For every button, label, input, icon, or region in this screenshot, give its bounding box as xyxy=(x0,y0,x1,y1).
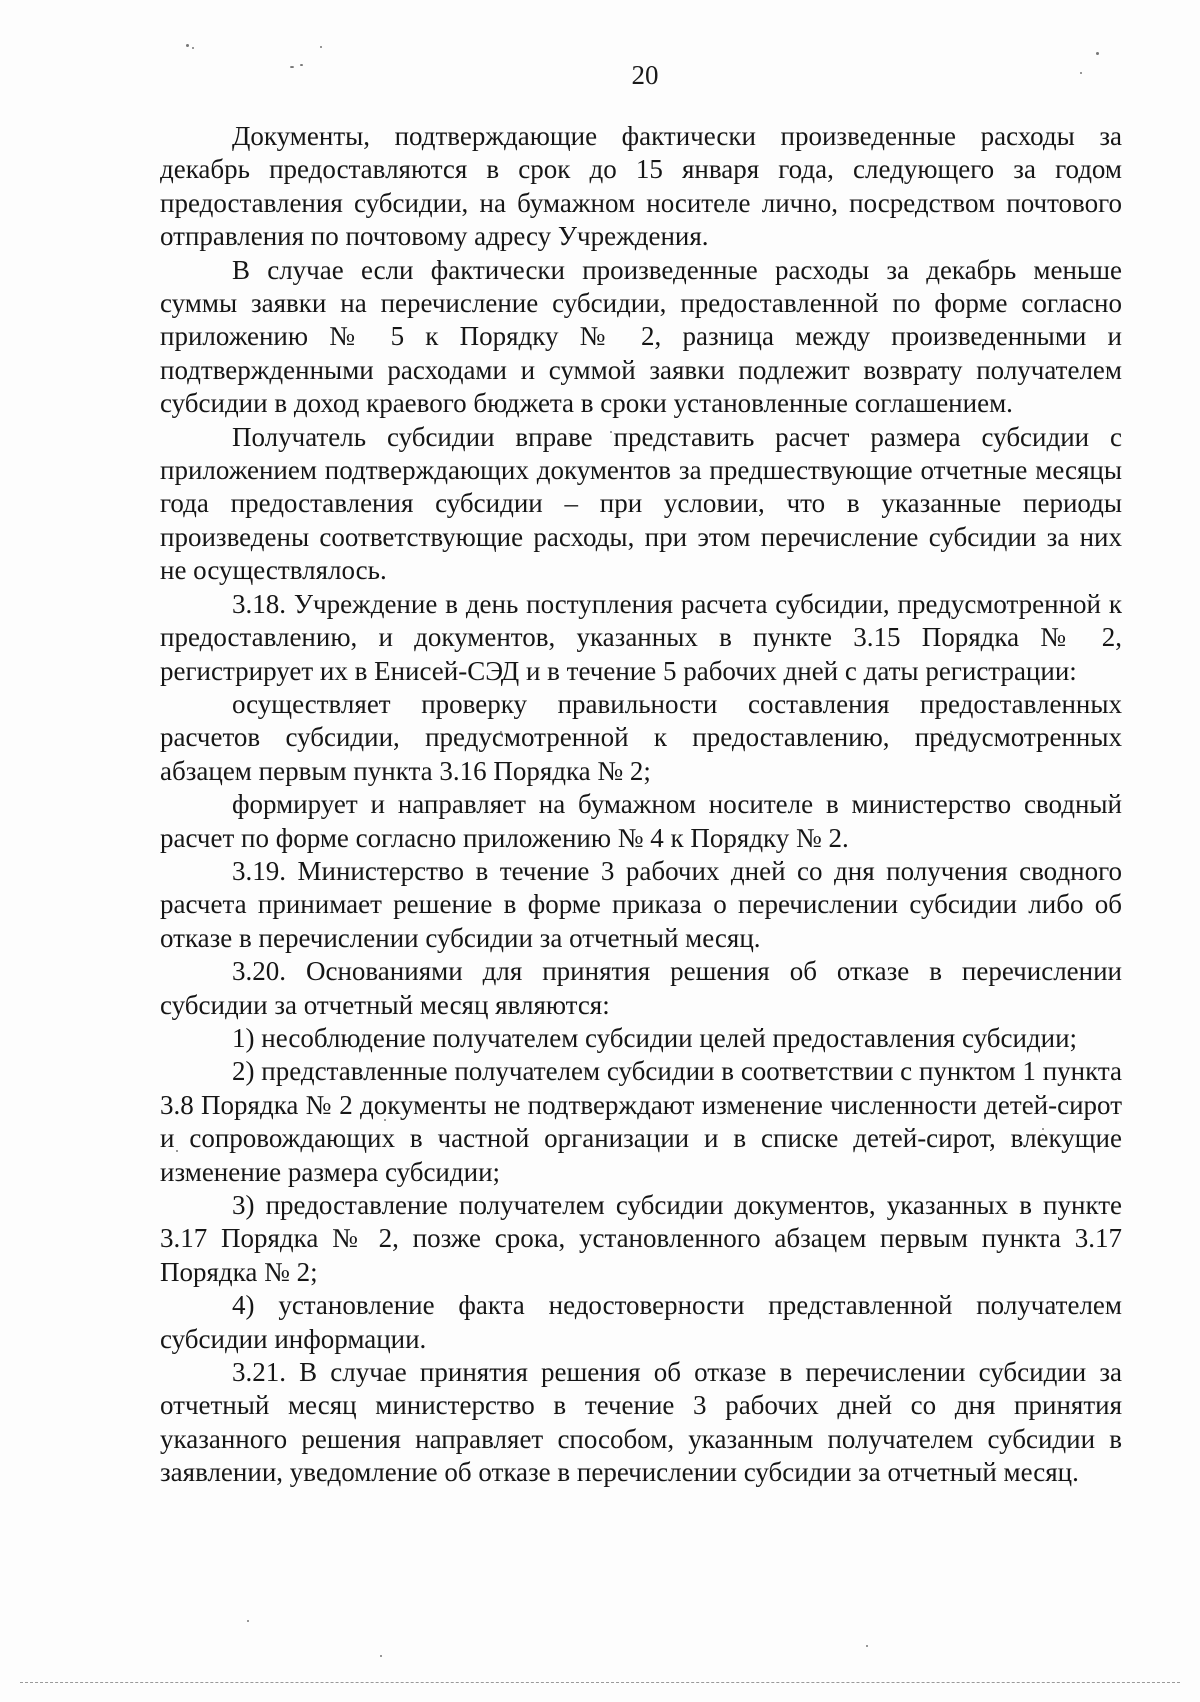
paragraph: 3.21. В случае принятия решения об отказе в перечислении субсидии за отчетный месяц министерство в течение 3 рабочих дней со дня принятия указанного решения направляет способом, указанным получателем субсидии в заявлении, уведомление об отказе в перечислении субсидии за отчетный месяц. xyxy=(160,1357,1122,1488)
scan-speck xyxy=(186,44,189,47)
paragraph: 3.18. Учреждение в день поступления расчета субсидии, предусмотренной к предоставлению, и документов, указанных в пункте 3.15 Порядка № 2, регистрирует их в Енисей-СЭД и в течение 5 рабочих дней с даты регистрации: xyxy=(160,588,1122,686)
paragraph: осуществляет проверку правильности составления предоставленных расчетов субсидии, предусмотренной к предоставлению, предусмотренных абзацем первым пункта 3.16 Порядка № 2; xyxy=(160,688,1122,786)
scan-speck xyxy=(320,46,322,48)
scan-speck xyxy=(192,47,194,49)
paragraph: 2) представленные получателем субсидии в соответствии с пунктом 1 пункта 3.8 Порядка № 2 документы не подтверждают изменение численности детей-сирот и сопровождающих в частной организации и в списке детей-сирот, влекущие изменение размера субсидии; xyxy=(160,1056,1122,1187)
paragraph: 1) несоблюдение получателем субсидии целей предоставления субсидии; xyxy=(232,1022,1078,1053)
paragraph: Документы, подтверждающие фактически произведенные расходы за декабрь предоставляются в срок до 15 января года, следующего за годом предоставления субсидии, на бумажном носителе лично, посредством почтового отправления по почтовому адресу Учреждения. xyxy=(160,121,1122,252)
paragraph: формирует и направляет на бумажном носителе в министерство сводный расчет по форме согласно приложению № 4 к Порядку № 2. xyxy=(160,789,1122,853)
document-body xyxy=(160,120,1122,1490)
scan-speck xyxy=(247,1620,249,1622)
scan-edge-line xyxy=(20,1682,1180,1683)
page-number: 20 xyxy=(631,60,659,90)
scan-speck xyxy=(1096,52,1099,55)
paragraph: 3) предоставление получателем субсидии документов, указанных в пункте 3.17 Порядка № 2, позже срока, установленного абзацем первым пункта 3.17 Порядка № 2; xyxy=(160,1190,1122,1287)
paragraph: 3.19. Министерство в течение 3 рабочих дней со дня получения сводного расчета принимает решение в форме приказа о перечислении субсидии либо об отказе в перечислении субсидии за отчетный месяц. xyxy=(160,855,1122,953)
scan-speck xyxy=(380,1655,382,1657)
paragraph: 4) установление факта недостоверности представленной получателем субсидии информации. xyxy=(160,1290,1122,1354)
scan-speck xyxy=(866,1645,868,1647)
paragraph: Получатель субсидии вправе представить расчет размера субсидии с приложением подтверждающих документов за предшествующие отчетные месяцы года предоставления субсидии – при условии, что в указанные периоды произведены соответствующие расходы, при этом перечисление субсидии за них не осуществлялось. xyxy=(160,421,1122,586)
paragraph: В случае если фактически произведенные расходы за декабрь меньше суммы заявки на перечисление субсидии, предоставленной по форме согласно приложению № 5 к Порядку № 2, разница между произведенными и подтвержденными расходами и суммой заявки подлежит возврату получателем субсидии в доход краевого бюджета в сроки установленные соглашением. xyxy=(160,254,1122,419)
paragraph: 3.20. Основаниями для принятия решения об отказе в перечислении субсидии за отчетный месяц являются: xyxy=(160,956,1122,1020)
